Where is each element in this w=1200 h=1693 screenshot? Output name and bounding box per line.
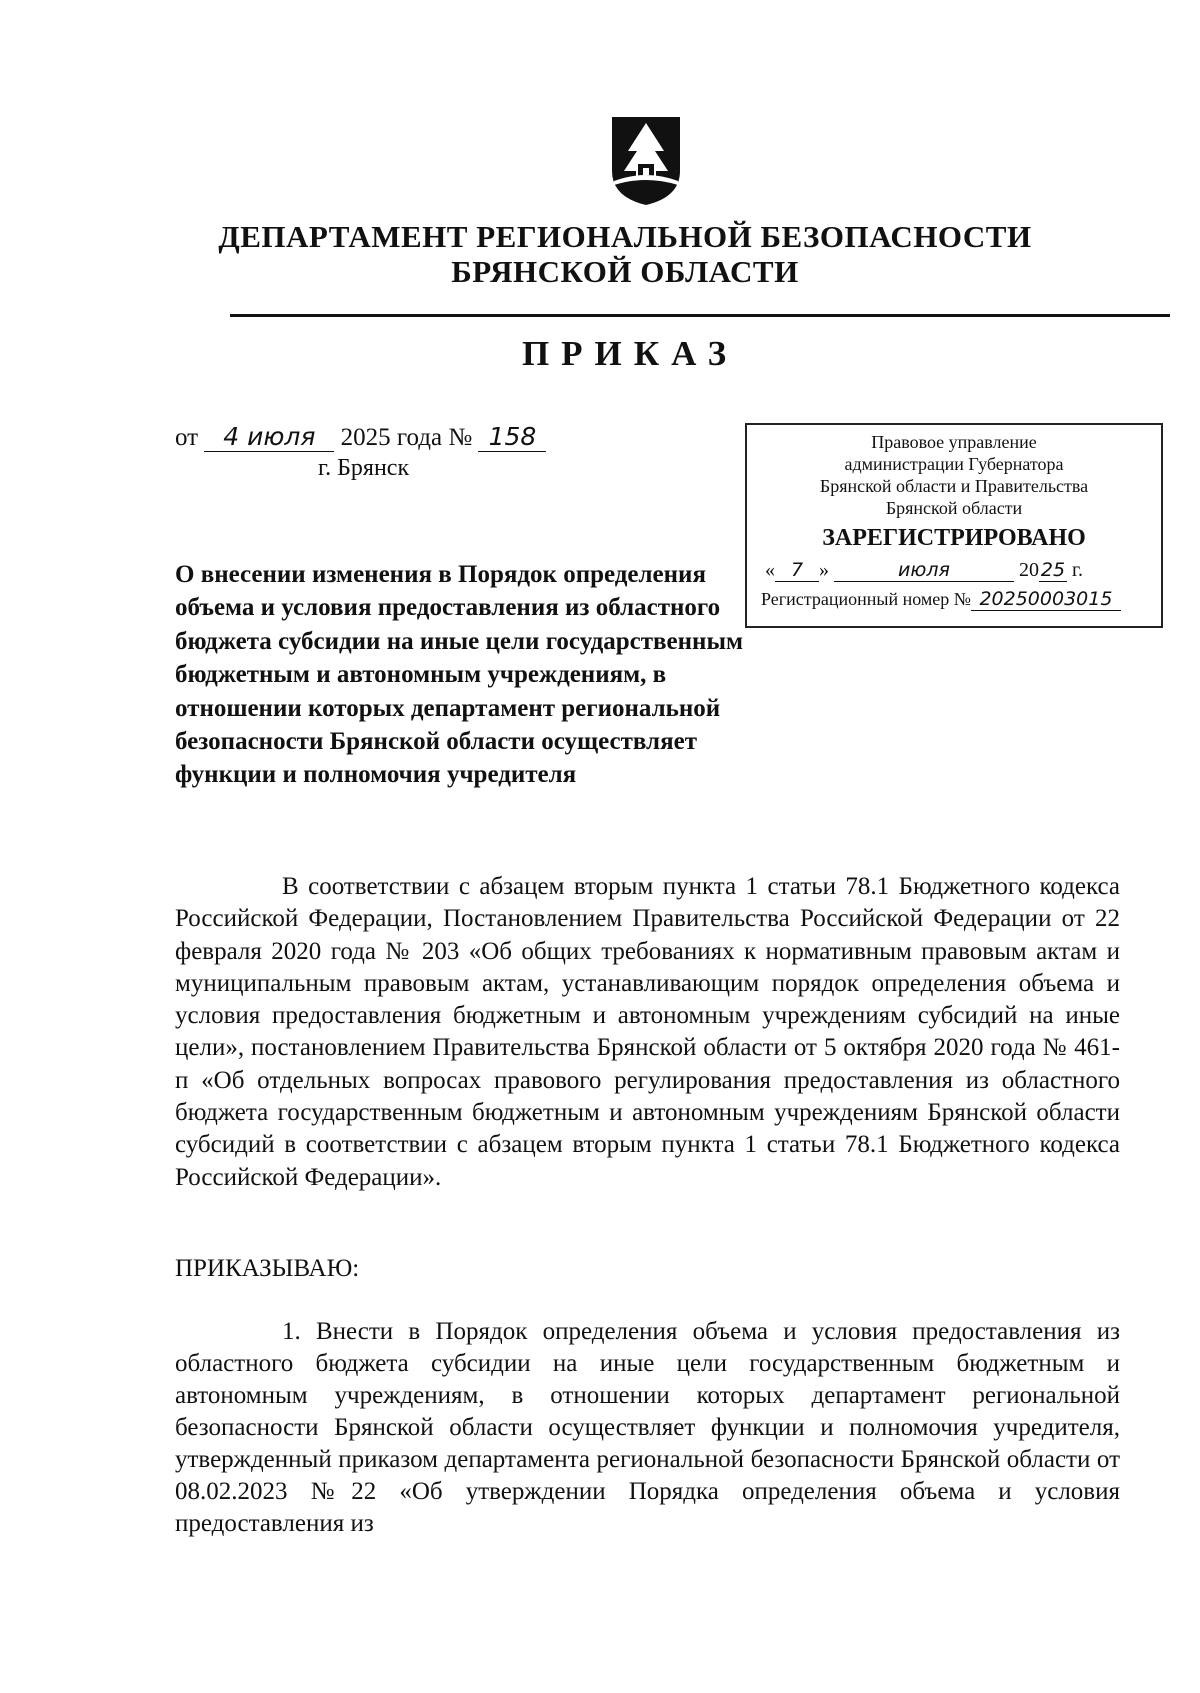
city-name: г. Брянск: [318, 455, 410, 481]
department-name-line1: ДЕПАРТАМЕНТ РЕГИОНАЛЬНОЙ БЕЗОПАСНОСТИ: [218, 219, 1032, 254]
coat-of-arms-icon: [608, 113, 684, 209]
handwritten-reg-number: 20250003015: [971, 588, 1121, 611]
order-year-label: 2025 года №: [340, 424, 473, 451]
stamp-line-2: администрации Губернатора: [844, 454, 1064, 474]
handwritten-stamp-day: 7: [775, 559, 819, 582]
document-type-title: ПРИКАЗ: [521, 334, 739, 373]
preamble-paragraph: В соответствии с абзацем вторым пункта 1 статьи 78.1 Бюджетного кодекса Российской Федерации, Постановлением Правительства Российской Федерации от 22 февраля 2020 года № 203 «Об общих требованиях к нормативным правовым актам и муниципальным правовым актам, устанавливающим порядок определения объема и условия предоставления бюджетным и автономным учреждениям субсидий на иные цели», постановлением Правительства Брянской области от 5 октября 2020 года № 461-п «Об отдельных вопросах правового регулирования предоставления из областного бюджета государственным бюджетным и автономным учреждениям Брянской области субсидий в соответствии с абзацем вторым пункта 1 статьи 78.1 Бюджетного кодекса Российской Федерации».: [175, 873, 1120, 1191]
stamp-line-1: Правовое управление: [871, 432, 1037, 452]
handwritten-stamp-year: 25: [1040, 559, 1066, 581]
stamp-year-suffix: г.: [1072, 559, 1083, 581]
department-name-line2: БРЯНСКОЙ ОБЛАСТИ: [451, 254, 799, 289]
stamp-date-line: « 7 » июля 20 25 г.: [765, 559, 1083, 581]
header-divider: [230, 314, 1170, 317]
order-subject-title: О внесении изменения в Порядок определения объема и условия предоставления из областного бюджета субсидии на иные цели государственным бюджетным и автономным учреждениям, в отношении которых департамент региональной безопасности Брянской области осуществляет функции и полномочия учредителя: [175, 561, 744, 789]
stamp-year-prefix: 20: [1019, 559, 1039, 581]
stamp-line-3: Брянской области и Правительства: [819, 476, 1089, 496]
order-item-1: 1. Внести в Порядок определения объема и условия предоставления из областного бюджета субсидии на иные цели государственным бюджетным и автономным учреждениям, в отношении которых департамент региональной безопасности Брянской области осуществляет функции и полномочия учредителя, утвержденный приказом департамента региональной безопасности Брянской области от 08.02.2023 №22 «Об утверждении Порядка определения объема и условия предоставления из: [175, 1318, 1120, 1537]
stamp-line-4: Брянской области: [885, 498, 1023, 518]
handwritten-order-date: 4 июля: [204, 422, 334, 452]
stamp-reg-number-label: Регистрационный номер №: [761, 589, 971, 609]
stamp-reg-number-line: [747, 588, 1161, 611]
registration-stamp: [745, 423, 1163, 628]
order-date-line: [175, 422, 546, 452]
handwritten-order-number: 158: [478, 422, 546, 452]
date-prefix: от: [175, 424, 199, 451]
orders-word: ПРИКАЗЫВАЮ:: [175, 1255, 360, 1282]
stamp-registered-label: ЗАРЕГИСТРИРОВАНО: [822, 525, 1086, 551]
handwritten-stamp-month: июля: [834, 559, 1014, 582]
